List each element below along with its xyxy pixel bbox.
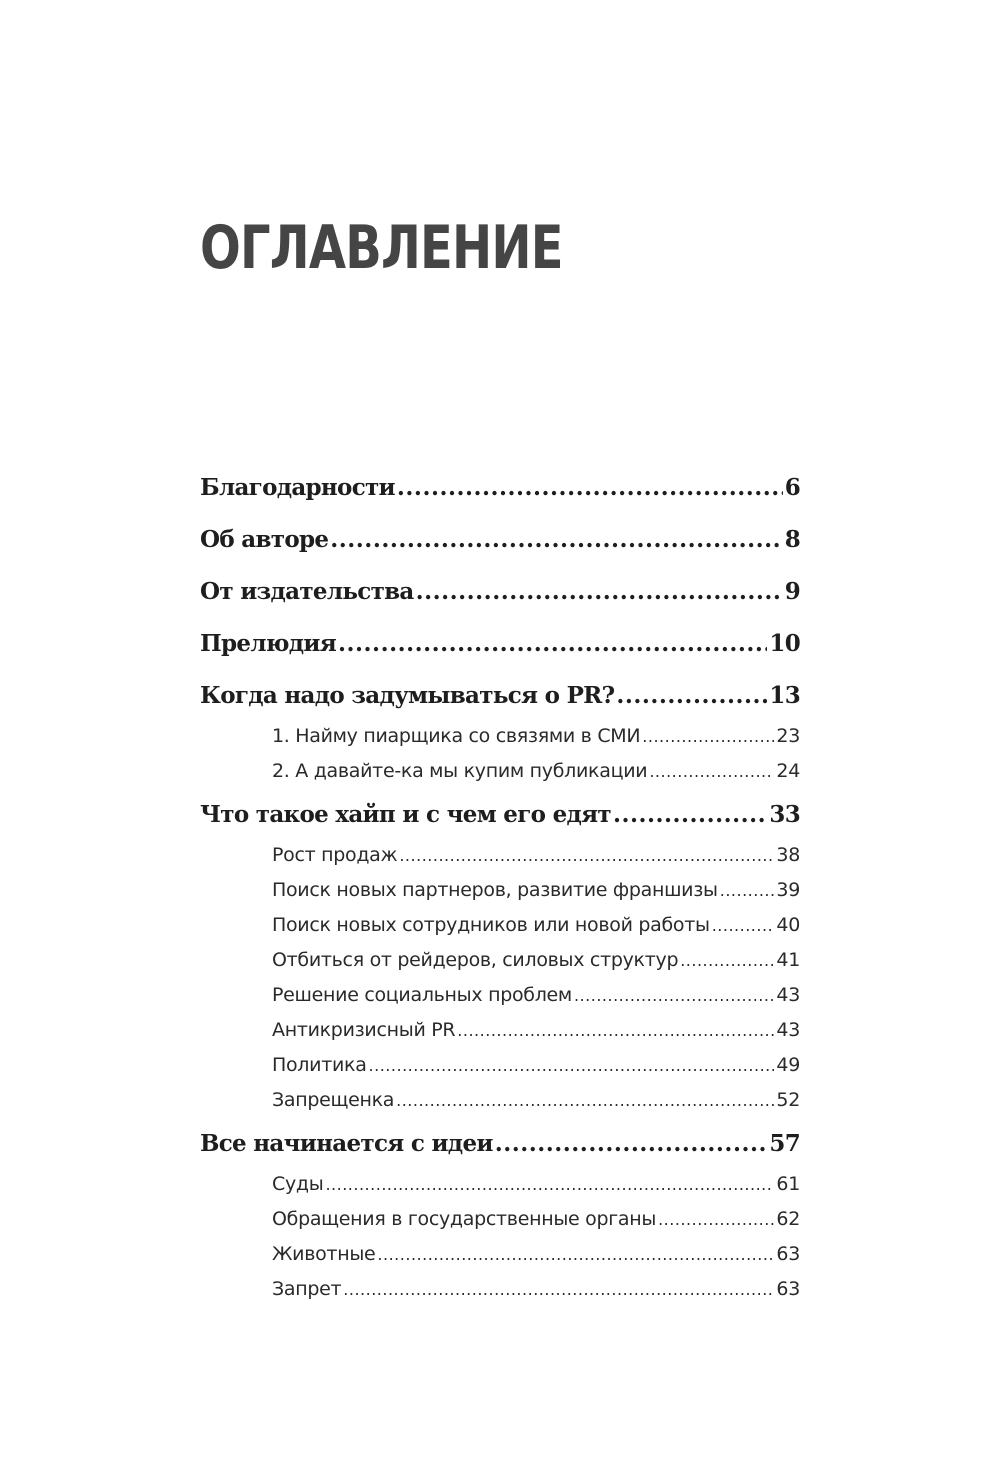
toc-chapter-prelude[interactable] [200,624,800,664]
dot-leader [396,1084,774,1118]
toc-chapter-from-publisher[interactable] [200,572,800,612]
toc-section-title: Суды [272,1173,324,1195]
toc-chapter-title: Что такое хайп и с чем его едят [200,801,611,828]
toc-section-title: Рост продаж [272,844,398,866]
toc-section-title: Животные [272,1243,376,1265]
toc-chapter-about-author[interactable] [200,520,800,560]
toc-page-number: 9 [784,578,800,605]
toc-section-title: 1. Найму пиарщика со связями в СМИ [272,725,641,747]
dot-leader [712,909,775,943]
dot-leader [613,795,767,835]
toc-section-title: Запрещенка [272,1089,395,1111]
toc-page-number: 52 [776,1089,800,1111]
toc-section[interactable] [200,873,800,908]
toc-chapter-title: Об авторе [200,526,329,553]
toc-section-title: Запрет [272,1278,342,1300]
toc-section-title: Антикризисный PR [272,1019,456,1041]
dot-leader [416,572,783,612]
toc-page-number: 6 [784,474,800,501]
toc-page-number: 24 [776,760,800,782]
toc-page-number: 63 [776,1243,800,1265]
toc-section-title: Решение социальных проблем [272,984,572,1006]
toc-page-number: 8 [784,526,800,553]
toc-section[interactable] [200,754,800,789]
toc-chapter-title: От издательства [200,578,414,605]
toc-page-number: 33 [769,801,800,828]
dot-leader [649,755,774,789]
toc-page-number: 23 [776,725,800,747]
toc-page-number: 49 [776,1054,800,1076]
dot-leader [325,1168,774,1202]
toc-section-title: 2. А давайте-ка мы купим публикации [272,760,648,782]
toc-page-number: 39 [776,879,800,901]
toc-chapter-hype[interactable] [200,795,800,835]
dot-leader [658,1203,774,1237]
dot-leader [343,1273,774,1307]
toc-page-number: 43 [776,984,800,1006]
toc-chapter-title: Все начинается с идеи [200,1130,493,1157]
dot-leader [720,874,775,908]
toc-chapter-title: Благодарности [200,474,395,501]
toc-section-title: Поиск новых сотрудников или новой работы [272,914,710,936]
toc-section-title: Политика [272,1054,367,1076]
toc-page-number: 40 [776,914,800,936]
dot-leader [642,720,774,754]
toc-section-title: Поиск новых партнеров, развитие франшизы [272,879,718,901]
toc-page-number: 13 [769,682,800,709]
dot-leader [495,1124,768,1164]
toc-chapter-title: Прелюдия [200,630,337,657]
dot-leader [616,676,767,716]
dot-leader [399,839,774,873]
toc-section[interactable] [200,1083,800,1118]
dot-leader [377,1238,774,1272]
toc-section[interactable] [200,943,800,978]
toc-chapter-title: Когда надо задумываться о PR? [200,682,615,709]
toc-section[interactable] [200,838,800,873]
toc-section[interactable] [200,719,800,754]
dot-leader [338,624,767,664]
toc-page-number: 62 [776,1208,800,1230]
toc-section[interactable] [200,978,800,1013]
dot-leader [369,1049,775,1083]
toc-section[interactable] [200,908,800,943]
toc-section[interactable] [200,1013,800,1048]
toc-section[interactable] [200,1167,800,1202]
dot-leader [574,979,774,1013]
toc-page-number: 61 [776,1173,800,1195]
table-of-contents [200,468,800,1307]
toc-section-title: Отбиться от рейдеров, силовых структур [272,949,679,971]
toc-page-number: 38 [776,844,800,866]
dot-leader [330,520,782,560]
toc-section[interactable] [200,1202,800,1237]
dot-leader [680,944,774,978]
toc-section[interactable] [200,1237,800,1272]
dot-leader [397,468,783,508]
toc-chapter-idea[interactable] [200,1124,800,1164]
dot-leader [457,1014,774,1048]
toc-page-number: 10 [769,630,800,657]
toc-section[interactable] [200,1272,800,1307]
page-title: ОГЛАВЛЕНИЕ [200,213,563,283]
toc-section[interactable] [200,1048,800,1083]
toc-chapter-acknowledgements[interactable] [200,468,800,508]
toc-page-number: 43 [776,1019,800,1041]
toc-chapter-when-pr[interactable] [200,676,800,716]
toc-page-number: 57 [769,1130,800,1157]
toc-page-number: 63 [776,1278,800,1300]
toc-section-title: Обращения в государственные органы [272,1208,657,1230]
toc-page-number: 41 [776,949,800,971]
